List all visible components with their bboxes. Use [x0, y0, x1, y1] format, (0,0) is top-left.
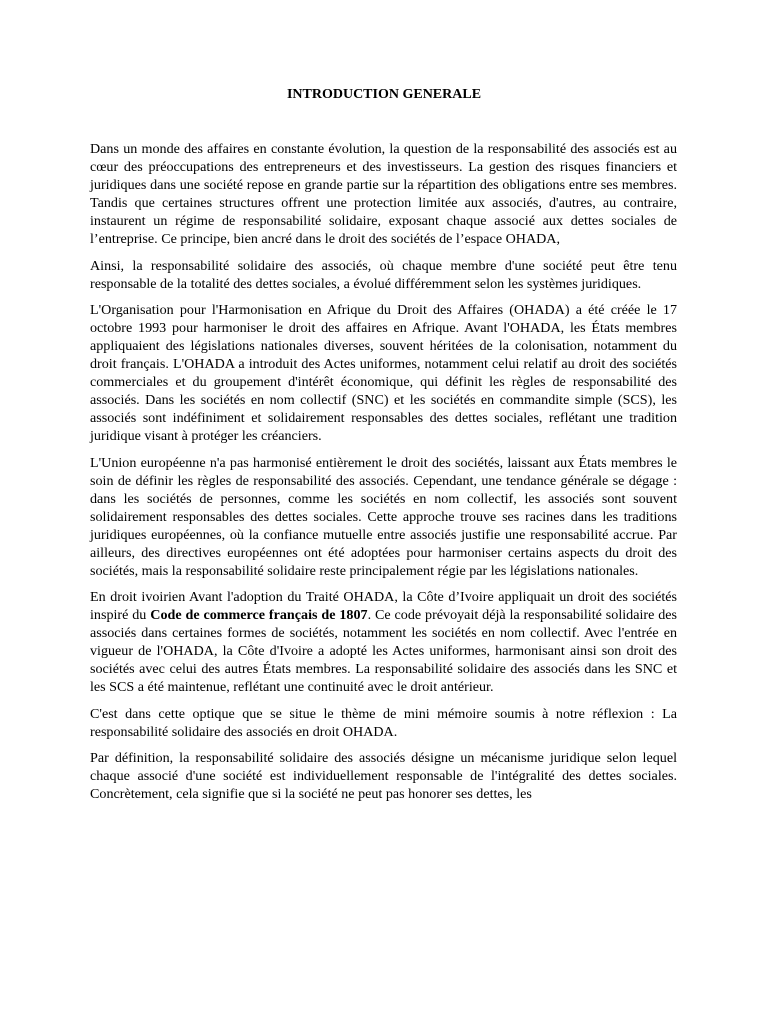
- paragraph-4: L'Union européenne n'a pas harmonisé entièrement le droit des sociétés, laissant aux États membres le soin de définir les règles de responsabilité des associés. Cependant, une tendance générale se dégage : dans les sociétés de personnes, comme les sociétés en nom collectif, les associés sont souvent solidairement responsables des dettes sociales. Cette approche trouve ses racines dans les traditions juridiques européennes, où la confiance mutuelle entre associés justifie une responsabilité accrue. Par ailleurs, des directives européennes ont été adoptées pour harmoniser certains aspects du droit des sociétés, mais la responsabilité solidaire reste principalement régie par les législations nationales.: [90, 454, 677, 579]
- paragraph-5-before: En droit ivoirien Avant l'adoption du Traité OHADA, la Côte d’Ivoire appliquait un droit des sociétés inspiré du: [90, 589, 677, 623]
- paragraph-3: L'Organisation pour l'Harmonisation en Afrique du Droit des Affaires (OHADA) a été créée le 17 octobre 1993 pour harmoniser le droit des affaires en Afrique. Avant l'OHADA, les États membres appliquaient des législations nationales diverses, souvent héritées de la colonisation, notamment du droit français. L'OHADA a introduit des Actes uniformes, notamment celui relatif au droit des sociétés commerciales et du groupement d'intérêt économique, qui définit les règles de responsabilité des associés. Dans les sociétés en nom collectif (SNC) et les sociétés en commandite simple (SCS), les associés sont indéfiniment et solidairement responsables des dettes sociales, reflétant une tradition juridique visant à protéger les créanciers.: [90, 302, 677, 444]
- paragraph-1: Dans un monde des affaires en constante évolution, la question de la responsabilité des associés est au cœur des préoccupations des entrepreneurs et des investisseurs. La gestion des risques financiers et juridiques dans une société repose en grande partie sur la répartition des obligations entre ses membres. Tandis que certaines structures offrent une protection limitée aux associés, d'autres, au contraire, instaurent un régime de responsabilité solidaire, exposant chaque associé aux dettes sociales de l’entreprise. Ce principe, bien ancré dans le droit des sociétés de l’espace OHADA,: [90, 141, 677, 247]
- paragraph-5-after: . Ce code prévoyait déjà la responsabilité solidaire des associés dans certaines formes de sociétés, notamment les sociétés en nom collectif. Avec l'entrée en vigueur de l'OHADA, la Côte d'Ivoire a adopté les Actes uniformes, harmonisant ainsi son droit des sociétés avec celui des autres États membres. La responsabilité solidaire des associés dans les SNC et les SCS a été maintenue, reflétant une continuité avec le droit antérieur.: [90, 607, 678, 695]
- paragraph-2: Ainsi, la responsabilité solidaire des associés, où chaque membre d'une société peut être tenu responsable de la totalité des dettes sociales, a évolué différemment selon les systèmes juridiques.: [90, 257, 677, 292]
- document-body: [90, 140, 677, 812]
- paragraph-6: C'est dans cette optique que se situe le thème de mini mémoire soumis à notre réflexion : La responsabilité solidaire des associés en droit OHADA.: [90, 705, 677, 740]
- document-title: INTRODUCTION GENERALE: [286, 87, 482, 102]
- paragraph-7: Par définition, la responsabilité solidaire des associés désigne un mécanisme juridique selon lequel chaque associé d'une société est individuellement responsable de l'intégralité des dettes sociales. Concrètement, cela signifie que si la société ne peut pas honorer ses dettes, les: [90, 750, 677, 802]
- paragraph-5-bold-reference: Code de commerce français de 1807: [150, 607, 368, 623]
- paragraph-5: [90, 588, 677, 696]
